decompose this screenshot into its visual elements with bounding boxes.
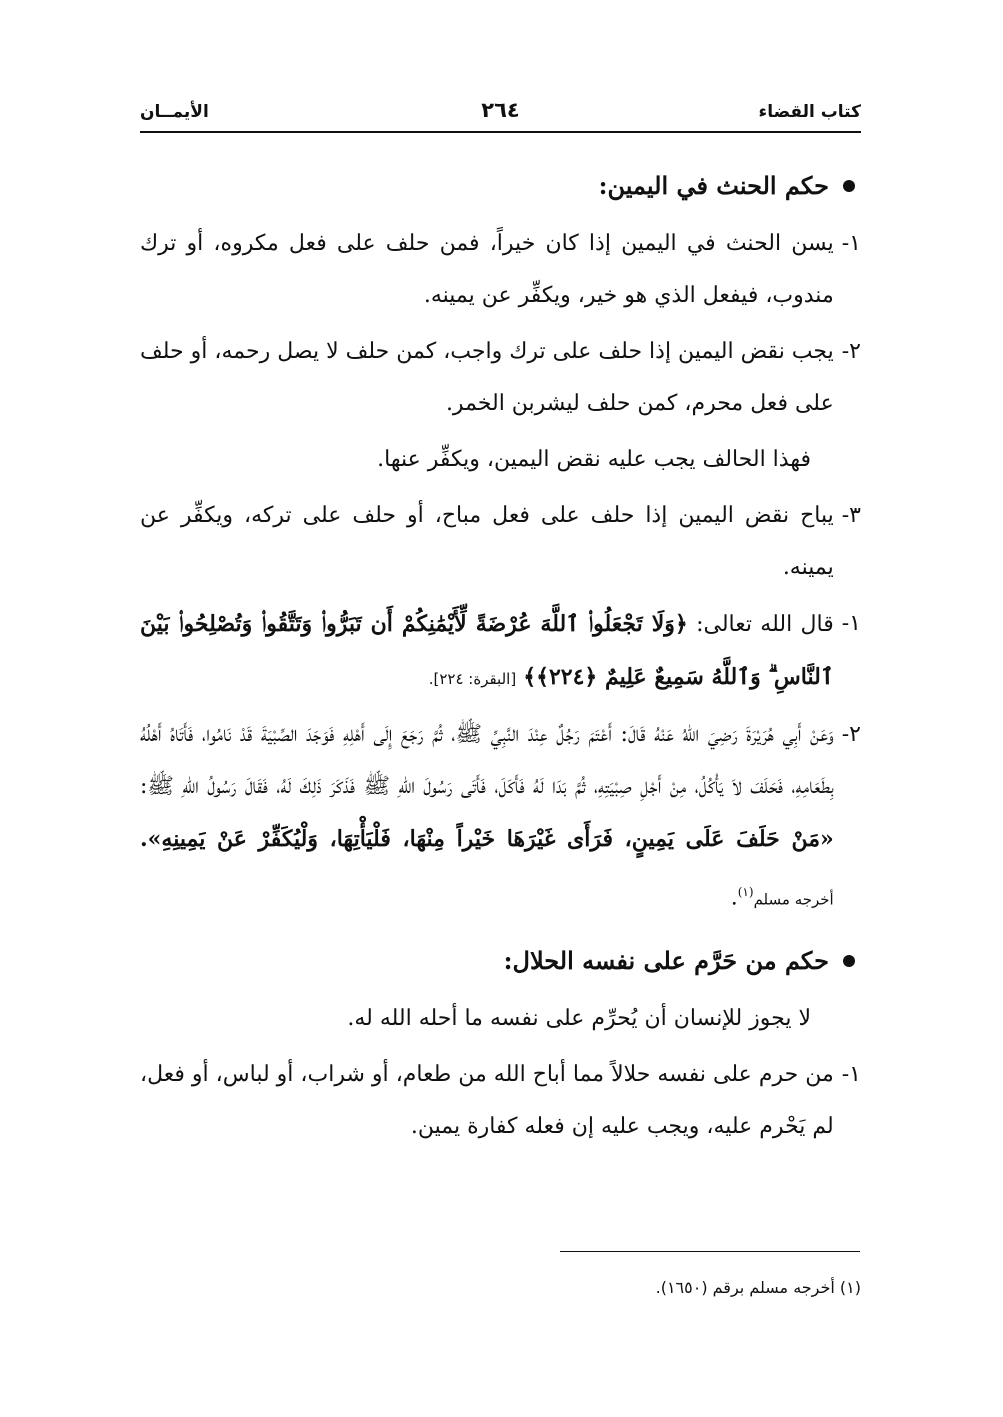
book-title: كتاب القضاء bbox=[758, 102, 861, 122]
item-text: يجب نقض اليمين إذا حلف على ترك واجب، كمن حلف لا يصل رحمه، أو حلف على فعل محرم، كمن حلف ليشربن الخمر. bbox=[140, 339, 834, 416]
item-number: ٢- bbox=[841, 339, 861, 364]
hadith-end: . bbox=[730, 885, 738, 911]
footnote-rule bbox=[560, 1251, 860, 1252]
evidence-hadith bbox=[140, 709, 861, 925]
item-number: ١- bbox=[841, 1062, 861, 1088]
list-item bbox=[140, 218, 861, 322]
running-header bbox=[140, 98, 861, 128]
hadith-quote: «مَنْ حَلَفَ عَلَى يَمِينٍ، فَرَأَى غَيْرَهَا خَيْراً مِنْهَا، فَلْيَأْتِهَا، وَلْيُكَفِّرْ عَنْ يَمِينِهِ». bbox=[140, 826, 834, 852]
chapter-title: الأيمــان bbox=[140, 102, 209, 122]
item-text: يباح نقض اليمين إذا حلف على فعل مباح، أو حلف على تركه، ويكفِّر عن يمينه. bbox=[140, 503, 834, 580]
hadith-narration: وَعَنْ أَبِي هُرَيْرَةَ رَضِيَ اللهُ عَنْهُ قَالَ: أَعْتَمَ رَجُلٌ عِنْدَ النَّبِيِّ ﷺ، ثُمَّ رَجَعَ إِلَى أَهْلِهِ فَوَجَدَ الصِّبْيَةَ قَدْ نَامُوا، فَأَتَاهُ أَهْلُهُ بِطَعَامِهِ، فَحَلَفَ لاَ يَأْكُلُ، مِنْ أَجْلِ صِبْيَتِهِ، ثُمَّ بَدَا لَهُ فَأَكَلَ، فَأَتَى رَسُولَ اللهِ ﷺ فَذَكَرَ ذَلِكَ لَهُ، فَقَالَ رَسُولُ اللهِ ﷺ: bbox=[140, 722, 834, 799]
bullet-icon bbox=[843, 180, 855, 192]
section-heading-text: حكم الحنث في اليمين: bbox=[598, 171, 829, 200]
list-item bbox=[140, 326, 861, 430]
item-number: ١- bbox=[841, 231, 861, 256]
section-heading-breaking-oath bbox=[140, 160, 861, 212]
evidence-quran bbox=[140, 598, 861, 705]
quran-verse: ﴿وَلَا تَجْعَلُوا۟ ٱللَّهَ عُرْضَةً لِّأَيْمَٰنِكُمْ أَن تَبَرُّوا۟ وَتَتَّقُوا۟ وَتُصْلِحُوا۟ بَيْنَ ٱلنَّاسِ ۗ وَٱللَّهُ سَمِيعٌ عَلِيمٌ ﴿٢٢٤﴾﴾ bbox=[140, 611, 834, 690]
item-number: ٢- bbox=[841, 722, 861, 747]
bullet-icon bbox=[843, 955, 855, 967]
list-item bbox=[140, 1049, 861, 1153]
item-number: ٣- bbox=[841, 503, 861, 528]
list-item bbox=[140, 490, 861, 594]
hadith-source: أخرجه مسلم bbox=[753, 890, 834, 909]
section-heading-text: حكم من حَرَّم على نفسه الحلال: bbox=[503, 946, 829, 976]
verse-reference: [البقرة: ٢٢٤]. bbox=[428, 670, 517, 688]
page-body bbox=[140, 160, 861, 1157]
page-number: ٢٦٤ bbox=[481, 98, 520, 122]
intro-paragraph: لا يجوز للإنسان أن يُحرِّم على نفسه ما أحله الله له. bbox=[347, 1006, 811, 1032]
header-rule bbox=[140, 131, 861, 133]
item-number: ١- bbox=[841, 611, 861, 636]
section-heading-forbidding-lawful bbox=[140, 935, 861, 987]
item-text: يسن الحنث في اليمين إذا كان خيراً، فمن حلف على فعل مكروه، أو ترك مندوب، فيفعل الذي هو خير، ويكفِّر عن يمينه. bbox=[140, 231, 834, 308]
quran-intro: قال الله تعالى: bbox=[696, 612, 834, 637]
footnote: (١) أخرجه مسلم برقم (١٦٥٠). bbox=[655, 1278, 861, 1297]
footnote-mark[interactable]: (١) bbox=[737, 885, 754, 899]
note-paragraph: فهذا الحالف يجب عليه نقض اليمين، ويكفِّر عنها. bbox=[377, 447, 811, 472]
item-text: من حرم على نفسه حلالاً مما أباح الله من طعام، أو شراب، أو لباس، أو فعل، لم يَحْرم عليه، ويجب عليه إن فعله كفارة يمين. bbox=[140, 1062, 834, 1140]
